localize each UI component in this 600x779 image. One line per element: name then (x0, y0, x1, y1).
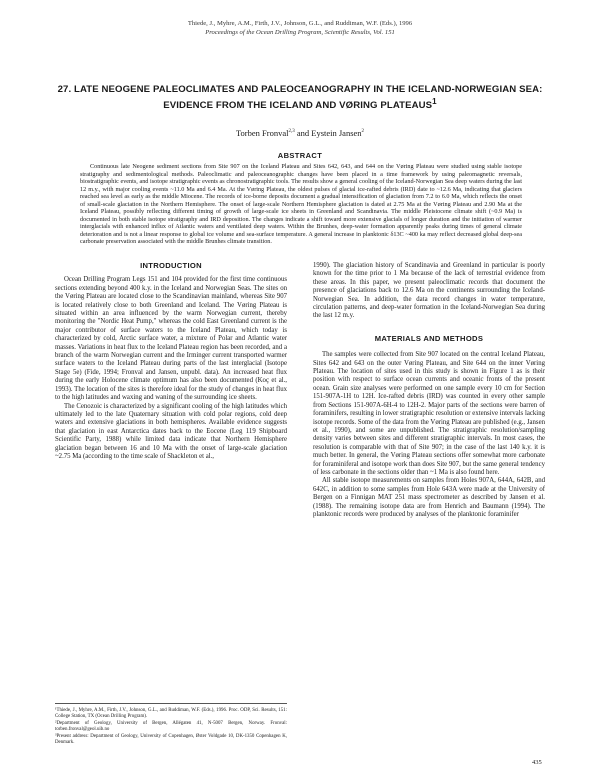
article-title (50, 84, 550, 112)
page-number: 435 (532, 759, 542, 766)
introduction-paragraph-continued: 1990). The glaciation history of Scandinavia and Greenland in particular is poorly known for the time prior to 1 Ma because of the lack of terrestrial evidence from these areas. In this paper, we present paleoclimatic records that document the presence of glaciations back to 12.6 Ma on the continents surrounding the Iceland-Norwegian Sea. In addition, the data record changes in water temperature, circulation patterns, and deep-water formation in the Iceland-Norwegian Sea during the last 12 m.y. (313, 262, 545, 320)
right-column (313, 262, 545, 519)
article-title-text: 27. LATE NEOGENE PALEOCLIMATES AND PALEOCEANOGRAPHY IN THE ICELAND-NORWEGIAN SEA: EVIDENCE FROM THE ICELAND AND VØRING PLATEAUS (57, 84, 543, 112)
introduction-paragraph-1: Ocean Drilling Program Legs 151 and 104 provided for the first time continuous sections extending beyond 400 k.y. in the Iceland and Norwegian Seas. The sites on the Vøring Plateau are located close to the Scandinavian mainland, whereas Site 907 is located relatively close to both Greenland and Iceland. The Vøring Plateau is situated within an area influenced by the warm Norwegian current, thereby monitoring the "Nordic Heat Pump," whereas the cold East Greenland current is the major contributor of surface waters to the Iceland Plateau, which today is characterized by cold, Arctic surface water, a mixture of Polar and Atlantic water masses. Variations in heat flux to the Iceland Plateau region has been recorded, and a branch of the warm Norwegian current and the Irminger current transported warmer surface waters to the Iceland Plateau during parts of the last interglacial (Isotope Stage 5e) (Fide, 1994; Fronval and Jansen, unpubl. data). An increased heat flux during the early Holocene climate optimum has also been documented (Koç et al., 1993). The location of the sites is therefore ideal for the study of changes in heat flux to the high latitudes and waxing and waning of the surrounding ice sheets. (55, 276, 287, 402)
abstract-text: Continuous late Neogene sediment sections from Site 907 on the Iceland Plateau and Sites 642, 643, and 644 on the Vøring Plateau were studied using stable isotope stratigraphy and sedimentological methods. Paleoclimatic and paleoceanographic changes have been placed in a time framework by using paleomagnetic reversals, biostratigraphic events, and isotope stratigraphic events as chronostratigraphic tools. The results show a general cooling of the Iceland-Norwegian Sea deep waters during the last 12 m.y., with major cooling events ~11.0 Ma and 6.4 Ma. At the Vøring Plateau, the oldest pulses of glacial ice-rafted debris (IRD) date to ~12.6 Ma, indicating that glaciers reached sea level as early as the middle Miocene. The records of ice-borne deposits document a gradual intensification of glaciation from 7.2 to 6.0 Ma, which reflects the onset of small-scale glaciation in the Northern Hemisphere. The onset of large-scale Northern Hemisphere glaciation is dated at 2.75 Ma at the Vøring Plateau and 2.90 Ma at the Iceland Plateau, possibly reflecting different timing of growth of large-scale ice sheets in Greenland and Scandinavia. The middle Pleistocene climate shift (~0.9 Ma) is documented in both stable isotope stratigraphy and IRD deposition. The changes indicate a shift toward more extensive glacials of longer duration and the initiation of warmer interglacials with enhanced influx of Atlantic waters and ventilated deep waters. Within the Brunhes, deep-water formation apparently peaks during times of general climate deterioration and is not a linear response to global ice volume and sea-surface temperature. A general increase in planktonic δ13C ~400 ka may reflect decreased global deep-sea carbonate preservation associated with the middle Brunhes climate transition. (80, 163, 522, 246)
materials-paragraph-2: All stable isotope measurements on samples from Holes 907A, 644A, 642B, and 642C, in addition to some samples from Hole 643A were made at the University of Bergen on a Finnigan MAT 251 mass spectrometer as described by Jansen et al. (1988). The remaining isotope data are from Henrich and Baumann (1994). The planktonic records were produced by analyses of the planktonic foraminifer (313, 477, 545, 518)
author-1-marks: 2,3 (288, 129, 295, 135)
footnotes (55, 703, 287, 746)
introduction-heading: INTRODUCTION (140, 261, 202, 270)
abstract-heading: ABSTRACT (277, 151, 323, 160)
title-footnote-marker: 1 (432, 97, 437, 106)
author-2-marks: 2 (361, 129, 365, 135)
materials-paragraph-1: The samples were collected from Site 907 located on the central Iceland Plateau, Sites 642 and 643 on the outer Vøring Plateau, and Site 644 on the inner Vøring Plateau. The location of sites used in this study is shown in Figure 1 as is their position with respect to surface ocean currents and oceanic fronts of the present ocean. Grain size analyses were performed on one sample every 10 cm for Section 151-907A-1H to 12H. Ice-rafted debris (IRD) was counted in every other sample from Sections 151-907A-6H-4 to 12H-2. Major parts of the sections were barren of foraminifers, resulting in lower stratigraphic resolution or extensive intervals lacking isotope records. Some of the data from the Vøring Plateau are published (e.g., Jansen et al., 1990), and some are unpublished. The stratigraphic resolution/sampling density varies between sites and different stratigraphic intervals. In most cases, the resolution is comparable with that of Site 907; in the case of the last 140 k.y. it is much better. In general, the Vøring Plateau sections offer somewhat more carbonate for foraminiferal and isotope work than does Site 907, but the same general tendency of less carbonate in the sections older than ~1 Ma is also found here. (313, 351, 545, 476)
author-1: Torben Fronval (235, 128, 289, 138)
footnote-1: ¹Thiede, J., Myhre, A.M., Firth, J.V., Johnson, G.L., and Ruddiman, W.F. (Eds.), 1996. Proc. ODP, Sci. Results, 151: College Station, TX (Ocean Drilling Program). (55, 708, 287, 719)
author-line (0, 128, 600, 138)
left-column (55, 262, 287, 461)
running-head-proceedings: Proceedings of the Ocean Drilling Program, Scientific Results, Vol. 151 (205, 29, 395, 36)
footnote-3: ³Present address: Department of Geology, University of Copenhagen, Øster Voldgade 10, DK-1350 Copenhagen K, Denmark. (55, 733, 287, 745)
author-connector: and (294, 128, 312, 138)
author-2: Eystein Jansen (311, 128, 362, 138)
footnote-2: ²Department of Geology, University of Bergen, Allégaten 41, N-5007 Bergen, Norway. Fronval: torben.fronval@geol.uib.no (55, 720, 287, 732)
running-head (0, 19, 600, 37)
introduction-paragraph-2: The Cenozoic is characterized by a significant cooling of the high latitudes which ultimately led to the late Quaternary situation with cold polar regions, cold deep waters and extensive glaciations in both hemispheres. Available evidence suggests that glaciation in east Antarctica dates back to the Eocene (Leg 119 Shipboard Scientific Party, 1988) while limited data indicate that Northern Hemisphere glaciation began between 16 and 10 Ma with the onset of large-scale glaciation ~2.75 Ma (according to the time scale of Shackleton et al., (55, 402, 287, 460)
materials-methods-heading: MATERIALS AND METHODS (374, 333, 484, 343)
running-head-editors: Thiede, J., Myhre, A.M., Firth, J.V., Johnson, G.L., and Ruddiman, W.F. (Eds.), 1996 (187, 20, 413, 27)
